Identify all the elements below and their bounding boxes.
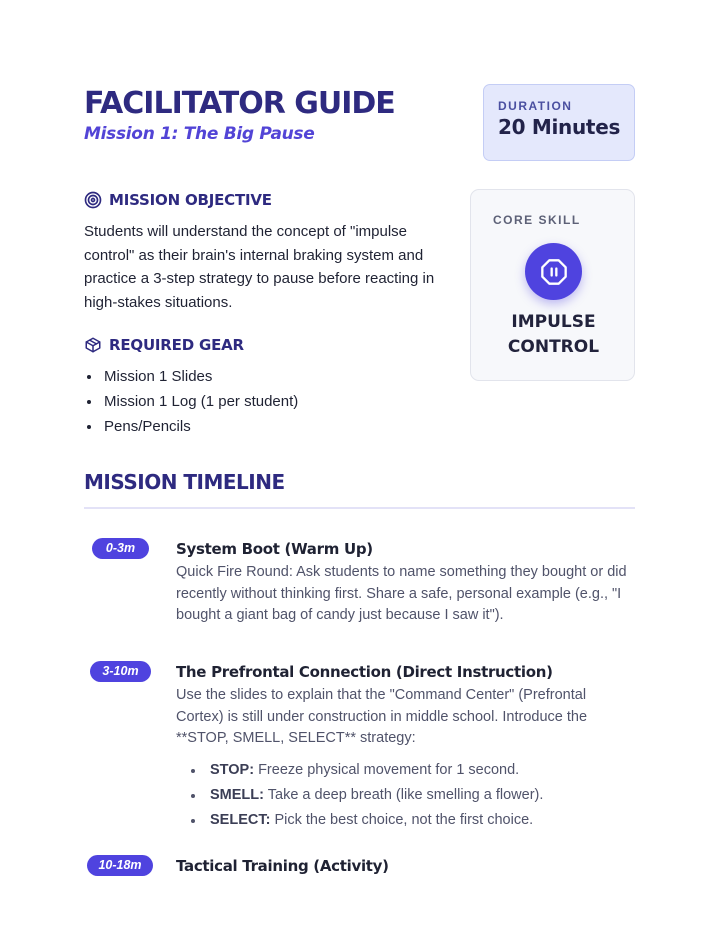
time-badge: 10-18m xyxy=(87,855,153,876)
strategy-list xyxy=(176,758,635,833)
objective-heading-label: MISSION OBJECTIVE xyxy=(109,191,272,209)
gear-item: Mission 1 Slides xyxy=(84,364,298,389)
strategy-item xyxy=(176,758,635,783)
strategy-term: STOP: xyxy=(210,761,255,778)
timeline-item-body xyxy=(176,855,635,877)
duration-label: DURATION xyxy=(498,99,573,113)
strategy-item xyxy=(176,808,635,833)
strategy-desc: Take a deep breath (like smelling a flower). xyxy=(267,786,544,803)
page-subtitle: Mission 1: The Big Pause xyxy=(84,124,315,144)
timeline-item-text: Use the slides to explain that the "Command Center" (Prefrontal Cortex) is still under construction in middle school. Introduce the **STOP, SMELL, SELECT** strategy: xyxy=(176,687,588,746)
timeline-divider xyxy=(84,507,635,509)
core-skill-name-line1: IMPULSE xyxy=(511,312,596,332)
timeline-item-title: System Boot (Warm Up) xyxy=(176,540,373,558)
gear-heading xyxy=(84,336,244,354)
timeline-item-title: The Prefrontal Connection (Direct Instruction) xyxy=(176,663,553,681)
strategy-term: SELECT: xyxy=(210,811,271,828)
page-header xyxy=(84,84,395,144)
strategy-term: SMELL: xyxy=(210,786,264,803)
duration-value: 20 Minutes xyxy=(498,115,621,139)
stop-pause-octagon-icon xyxy=(525,243,582,300)
gear-list xyxy=(84,364,298,439)
timeline-item-body xyxy=(176,538,635,627)
target-icon xyxy=(84,191,102,209)
box-icon xyxy=(84,336,102,354)
time-badge: 3-10m xyxy=(90,661,151,682)
core-skill-name-line2: CONTROL xyxy=(507,337,600,357)
gear-item: Mission 1 Log (1 per student) xyxy=(84,389,298,414)
time-badge: 0-3m xyxy=(92,538,149,559)
gear-item: Pens/Pencils xyxy=(84,414,298,439)
page-title: FACILITATOR GUIDE xyxy=(84,86,395,121)
core-skill-card xyxy=(470,189,635,381)
objective-text: Students will understand the concept of "impulse control" as their brain's internal braking system and practice a 3-step strategy to pause before reacting in high-stakes situations. xyxy=(84,223,435,311)
strategy-desc: Pick the best choice, not the first choice. xyxy=(274,811,534,828)
strategy-desc: Freeze physical movement for 1 second. xyxy=(258,761,520,778)
timeline-item-body xyxy=(176,661,635,833)
timeline-item-title: Tactical Training (Activity) xyxy=(176,857,389,875)
timeline-item-text: Quick Fire Round: Ask students to name something they bought or did recently without thinking first. Share a safe, personal example (e.g., "I bought a giant bag of candy just because I saw it"). xyxy=(176,564,627,623)
core-skill-name xyxy=(471,310,636,360)
strategy-item xyxy=(176,783,635,808)
core-skill-label: CORE SKILL xyxy=(493,213,581,227)
timeline-title: MISSION TIMELINE xyxy=(84,470,285,494)
objective-heading xyxy=(84,191,272,209)
gear-heading-label: REQUIRED GEAR xyxy=(109,336,244,354)
duration-card xyxy=(483,84,635,161)
